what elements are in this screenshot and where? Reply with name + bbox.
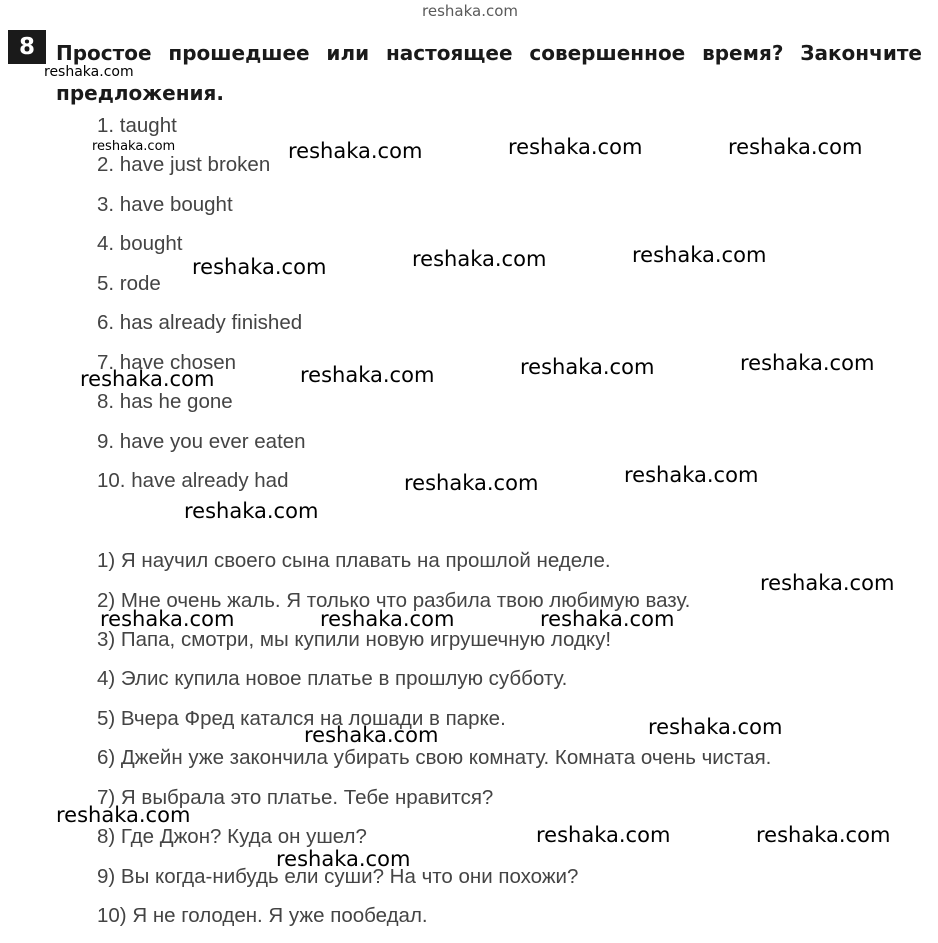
watermark: reshaka.com	[404, 471, 539, 495]
watermark: reshaka.com	[648, 715, 783, 739]
watermark: reshaka.com	[80, 367, 215, 391]
answer-item: 10. have already had	[97, 469, 289, 492]
watermark: reshaka.com	[56, 803, 191, 827]
translation-item: 1) Я научил своего сына плавать на прошлой неделе.	[97, 549, 611, 572]
translation-item: 6) Джейн уже закончила убирать свою комнату. Комната очень чистая.	[97, 746, 772, 769]
translation-item: 7) Я выбрала это платье. Тебе нравится?	[97, 786, 494, 809]
answer-item: 6. has already finished	[97, 311, 303, 334]
answer-item: 5. rode	[97, 272, 161, 295]
answer-item: 2. have just broken	[97, 153, 271, 176]
watermark: reshaka.com	[304, 723, 439, 747]
watermark: reshaka.com	[192, 255, 327, 279]
answer-item: 9. have you ever eaten	[97, 430, 306, 453]
translation-item: 4) Элис купила новое платье в прошлую субботу.	[97, 667, 568, 690]
watermark: reshaka.com	[92, 139, 176, 154]
answer-item: 8. has he gone	[97, 390, 233, 413]
watermark: reshaka.com	[632, 243, 767, 267]
watermark: reshaka.com	[288, 139, 423, 163]
answer-item: 7. have chosen	[97, 351, 237, 374]
translation-item: 2) Мне очень жаль. Я только что разбила твою любимую вазу.	[97, 589, 691, 612]
exercise-number-badge: 8	[8, 30, 46, 64]
watermark: reshaka.com	[100, 607, 235, 631]
translation-item: 9) Вы когда-нибудь ели суши? На что они похожи?	[97, 865, 579, 888]
watermark: reshaka.com	[520, 355, 655, 379]
exercise-heading: Простое прошедшее или настоящее совершенное время? Закончите предложения.	[56, 41, 922, 105]
watermark: reshaka.com	[422, 2, 518, 20]
translation-item: 8) Где Джон? Куда он ушел?	[97, 825, 367, 848]
watermark: reshaka.com	[540, 607, 675, 631]
watermark: reshaka.com	[740, 351, 875, 375]
watermark: reshaka.com	[320, 607, 455, 631]
watermark: reshaka.com	[536, 823, 671, 847]
watermark: reshaka.com	[728, 135, 863, 159]
answer-item: 4. bought	[97, 232, 183, 255]
answer-item: 1. taught	[97, 114, 177, 137]
answer-item: 3. have bought	[97, 193, 233, 216]
watermark: reshaka.com	[412, 247, 547, 271]
watermark: reshaka.com	[184, 499, 319, 523]
watermark: reshaka.com	[300, 363, 435, 387]
translation-item: 10) Я не голоден. Я уже пообедал.	[97, 904, 428, 927]
translation-item: 3) Папа, смотри, мы купили новую игрушечную лодку!	[97, 628, 612, 651]
watermark: reshaka.com	[760, 571, 895, 595]
watermark: reshaka.com	[624, 463, 759, 487]
translation-item: 5) Вчера Фред катался на лошади в парке.	[97, 707, 506, 730]
watermark: reshaka.com	[756, 823, 891, 847]
watermark: reshaka.com	[44, 64, 134, 80]
watermark: reshaka.com	[508, 135, 643, 159]
watermark: reshaka.com	[276, 847, 411, 871]
